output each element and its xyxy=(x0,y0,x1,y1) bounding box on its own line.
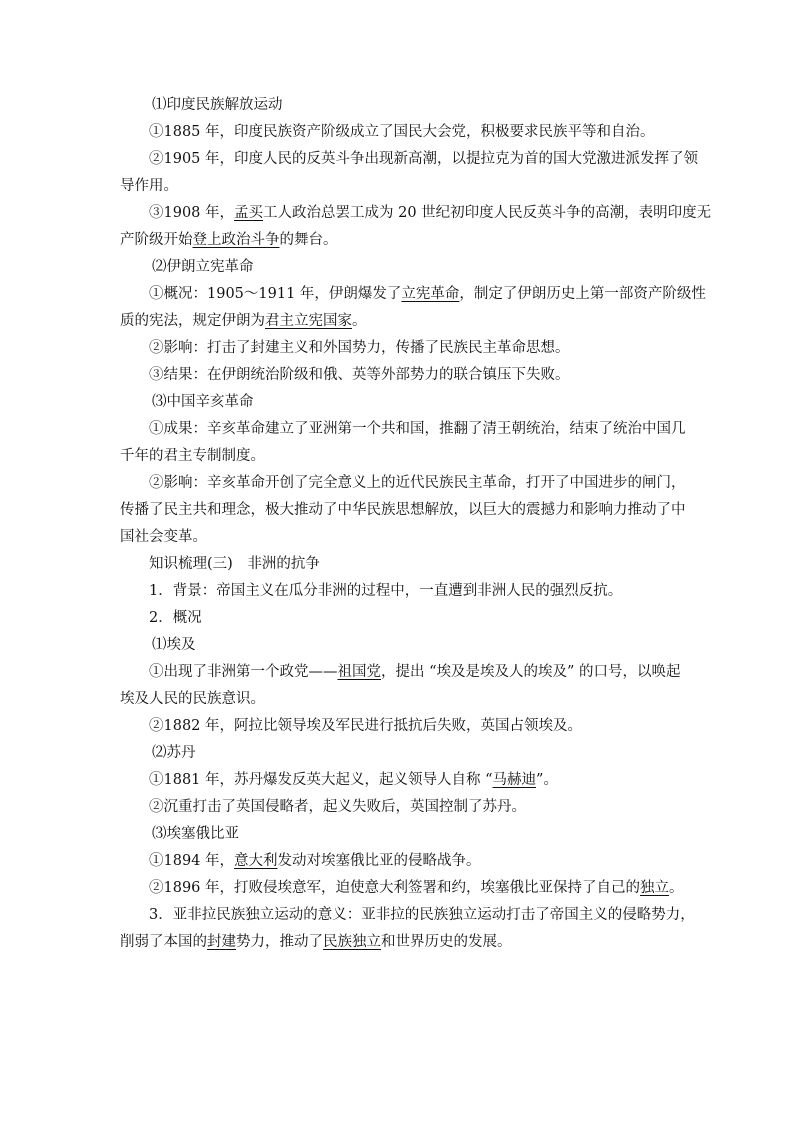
text-run: ①概况：1905～1911 年，伊朗爆发了 xyxy=(149,286,402,302)
sudan-para-2: ②沉重打击了英国侵略者，起义失败后，英国控制了苏丹。 xyxy=(149,799,526,815)
africa-overview-heading: 2．概况 xyxy=(149,610,202,626)
text-run: ②1896 年，打败侵埃意军，迫使意大利签署和约，埃塞俄比亚保持了自己的 xyxy=(149,880,641,896)
india-para-3-line-2 xyxy=(120,227,680,254)
text-run: 削弱了本国的 xyxy=(120,934,207,950)
text-run: 产阶级开始 xyxy=(120,232,193,248)
significance-line-2 xyxy=(120,929,680,956)
text-run: ①出现了非洲第一个政党—— xyxy=(149,664,338,680)
china-para-2-line-1: ②影响：辛亥革命开创了完全意义上的近代民族民主革命，打开了中国进步的闸门， xyxy=(149,475,686,491)
ethiopia-para-1 xyxy=(120,848,680,875)
egypt-heading: ⑴埃及 xyxy=(152,637,196,653)
text-run: ①1881 年，苏丹爆发反英大起义，起义领导人自称 “ xyxy=(149,772,493,788)
ethiopia-heading: ⑶埃塞俄比亚 xyxy=(152,826,239,842)
india-para-2-line-2: 导作用。 xyxy=(120,178,178,194)
africa-section-heading: 知识梳理(三) 非洲的抗争 xyxy=(149,556,320,572)
text-run: ”。 xyxy=(536,772,558,788)
africa-background: 1．背景：帝国主义在瓜分非洲的过程中，一直遭到非洲人民的强烈反抗。 xyxy=(149,583,623,599)
iran-para-2: ②影响：打击了封建主义和外国势力，传播了民族民主革命思想。 xyxy=(149,340,570,356)
underlined-term: 民族独立 xyxy=(323,934,381,950)
iran-para-3: ③结果：在伊朗统治阶级和俄、英等外部势力的联合镇压下失败。 xyxy=(149,367,570,383)
india-para-2-line-1: ②1905 年，印度人民的反英斗争出现新高潮，以提拉克为首的国大党激进派发挥了领 xyxy=(149,151,699,167)
text-run: 质的宪法，规定伊朗为 xyxy=(120,313,265,329)
significance-line-1: 3．亚非拉民族独立运动的意义：亚非拉的民族独立运动打击了帝国主义的侵略势力， xyxy=(149,907,695,923)
iran-para-1-line-1 xyxy=(120,281,706,308)
india-para-1: ①1885 年，印度民族资产阶级成立了国民大会党，积极要求民族平等和自治。 xyxy=(149,124,655,140)
china-para-2-line-2: 传播了民主共和理念，极大推动了中华民族思想解放，以巨大的震撼力和影响力推动了中 xyxy=(120,502,686,518)
underlined-term: 立宪革命 xyxy=(401,286,460,302)
iran-para-1-line-2 xyxy=(120,308,680,335)
india-para-3-line-1 xyxy=(120,200,712,227)
text-run: 。 xyxy=(352,313,367,329)
text-run: ，提出 “埃及是埃及人的埃及” 的口号，以唤起 xyxy=(381,664,681,680)
egypt-para-2: ②1882 年，阿拉比领导埃及军民进行抵抗后失败，英国占领埃及。 xyxy=(149,718,583,734)
china-para-1-line-2: 千年的君主专制制度。 xyxy=(120,448,265,464)
china-heading: ⑶中国辛亥革命 xyxy=(152,394,254,410)
text-run: 的舞台。 xyxy=(279,232,338,248)
text-run: 和世界历史的发展。 xyxy=(381,934,512,950)
underlined-term: 君主立宪国家 xyxy=(265,313,352,329)
underlined-term: 登上政治斗争 xyxy=(192,232,280,248)
underlined-term: 马赫迪 xyxy=(492,772,537,788)
document-body xyxy=(120,92,712,956)
text-run: 发动对埃塞俄比亚的侵略战争。 xyxy=(277,853,481,869)
underlined-term: 意大利 xyxy=(234,853,278,869)
india-heading: ⑴印度民族解放运动 xyxy=(152,97,283,113)
text-run: ③1908 年， xyxy=(149,205,235,221)
underlined-term: 祖国党 xyxy=(337,664,381,680)
egypt-para-1-line-1 xyxy=(120,659,680,686)
underlined-term: 封建 xyxy=(207,934,236,950)
text-run: 势力，推动了 xyxy=(236,934,323,950)
underlined-term: 独立 xyxy=(640,880,670,896)
ethiopia-para-2 xyxy=(120,875,684,902)
china-para-2-line-3: 国社会变革。 xyxy=(120,529,207,545)
sudan-para-1 xyxy=(120,767,680,794)
iran-heading: ⑵伊朗立宪革命 xyxy=(152,259,254,275)
text-run: ，制定了伊朗历史上第一部资产阶级性 xyxy=(459,286,706,302)
text-run: 工人政治总罢工成为 20 世纪初印度人民反英斗争的高潮，表明印度无 xyxy=(263,205,712,221)
sudan-heading: ⑵苏丹 xyxy=(152,745,196,761)
egypt-para-1-line-2: 埃及人民的民族意识。 xyxy=(120,691,265,707)
text-run: 。 xyxy=(669,880,684,896)
china-para-1-line-1: ①成果：辛亥革命建立了亚洲第一个共和国，推翻了清王朝统治，结束了统治中国几 xyxy=(149,421,686,437)
underlined-term: 孟买 xyxy=(234,205,264,221)
text-run: ①1894 年， xyxy=(149,853,235,869)
